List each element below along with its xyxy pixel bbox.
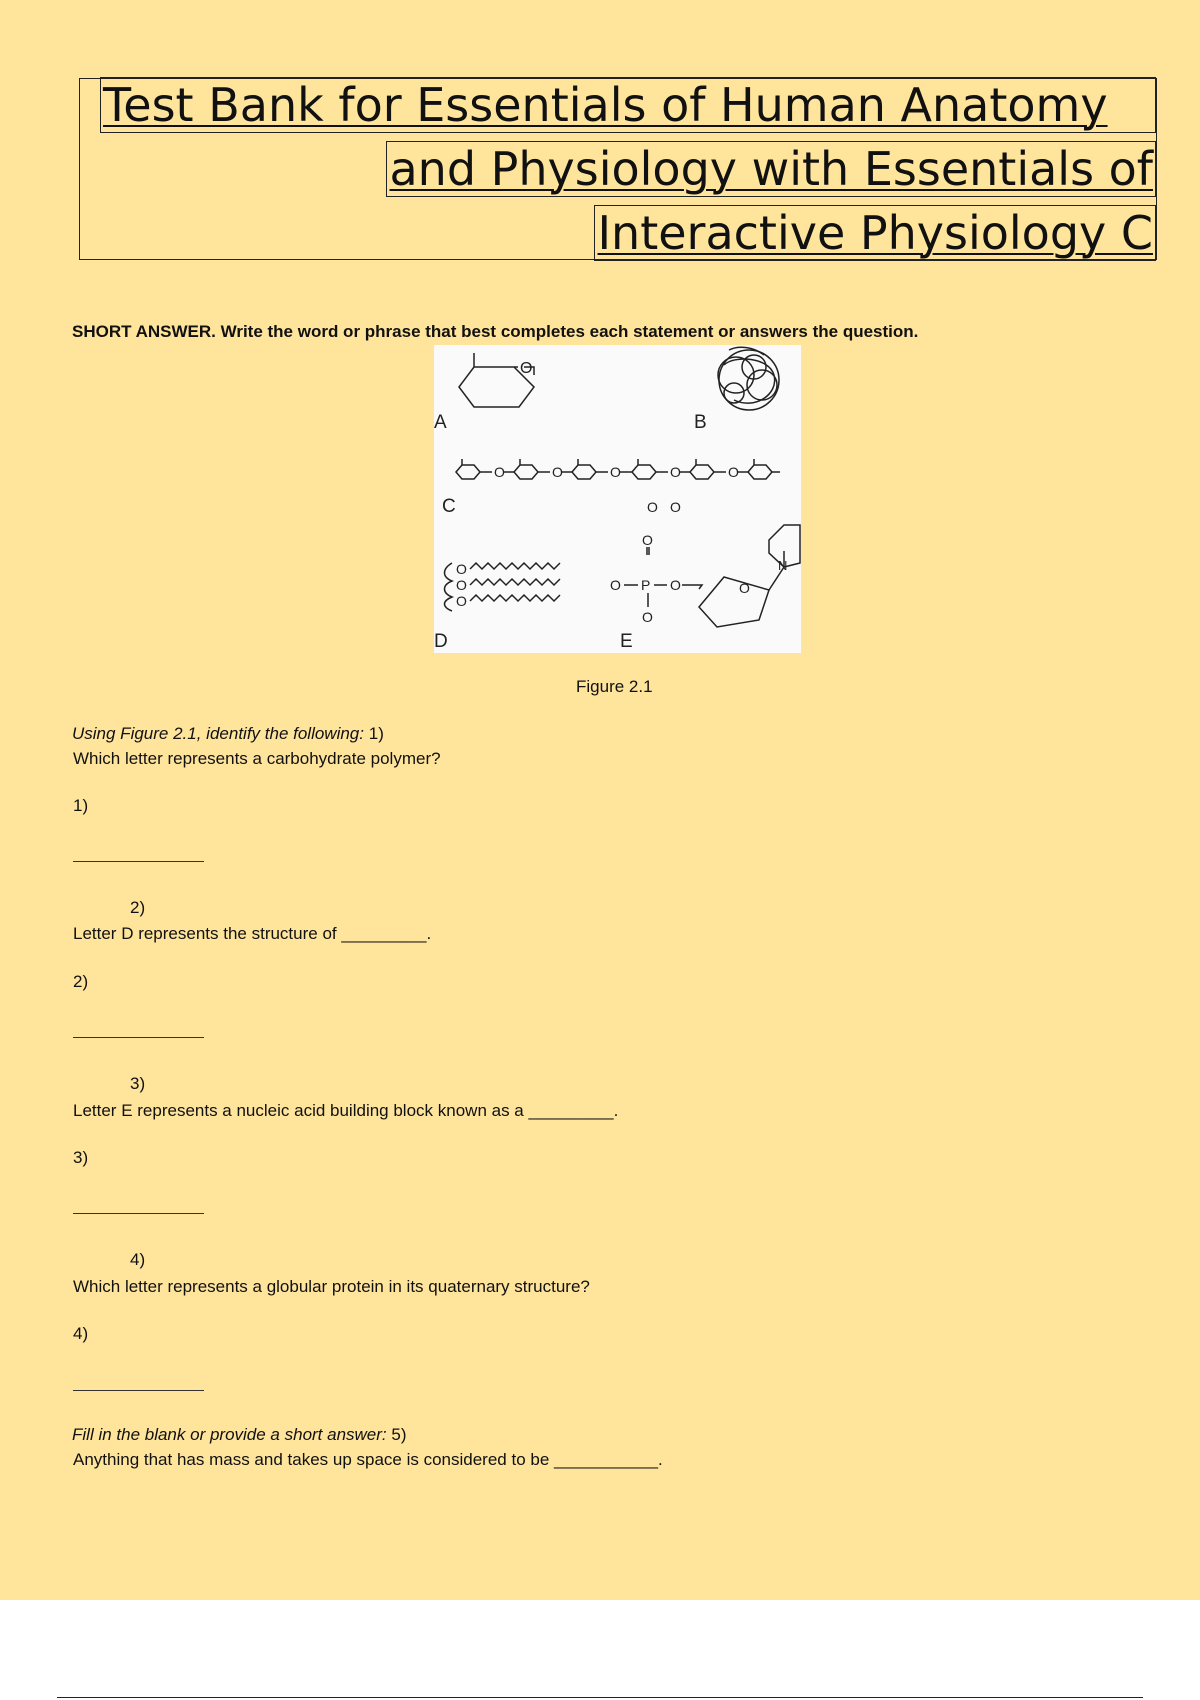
title-box: [79, 78, 1157, 260]
title-line-1: Test Bank for Essentials of Human Anatomy: [100, 77, 1156, 133]
molecule-diagram: [434, 345, 801, 653]
atom-o-d3: O: [456, 593, 467, 609]
title-line-3: Interactive Physiology C: [594, 205, 1156, 261]
question-1-number: 1): [368, 724, 384, 743]
atom-o-a: O: [520, 360, 533, 377]
atom-o-c1: O: [494, 464, 505, 480]
atom-p-e: P: [641, 577, 651, 593]
figure-label-c: C: [442, 496, 456, 517]
atom-o-c5: O: [728, 464, 739, 480]
question-2-number: 2): [130, 898, 146, 917]
answer-4-blank[interactable]: [73, 1390, 204, 1391]
question-5-number: 5): [391, 1425, 407, 1444]
atom-o-e3: O: [670, 577, 681, 593]
atom-o-e1: O: [642, 532, 653, 548]
question-4-number: 4): [130, 1250, 146, 1269]
answer-2-blank[interactable]: [73, 1037, 204, 1038]
question-3-number: 3): [130, 1074, 146, 1093]
title-line-2: and Physiology with Essentials of: [386, 141, 1156, 197]
question-5-intro: Fill in the blank or provide a short answer:: [72, 1425, 387, 1444]
figure-label-e: E: [620, 631, 633, 652]
question-1-intro-line: [72, 724, 384, 744]
atom-o-c2: O: [552, 464, 563, 480]
atom-o-e5: O: [739, 580, 750, 596]
answer-3-blank[interactable]: [73, 1213, 204, 1214]
atom-o-e2: O: [610, 577, 621, 593]
answer-2-number: 2): [73, 972, 89, 991]
section-instructions: SHORT ANSWER. Write the word or phrase that best completes each statement or answers the question.: [72, 322, 919, 341]
footer-rule: [57, 1697, 1143, 1698]
question-5-intro-line: [72, 1425, 407, 1445]
question-1-text: Which letter represents a carbohydrate polymer?: [73, 749, 441, 768]
atom-o-c3: O: [610, 464, 621, 480]
atom-o-c6: O: [647, 499, 658, 515]
question-3-text: Letter E represents a nucleic acid building block known as a _________.: [73, 1101, 619, 1120]
figure-label-a: A: [434, 412, 447, 433]
globular-protein-icon: [718, 347, 779, 410]
answer-3-number: 3): [73, 1148, 89, 1167]
figure-label-b: B: [694, 412, 707, 433]
atom-n-e: N: [778, 558, 788, 573]
figure-2-1: [434, 345, 801, 653]
answer-4-number: 4): [73, 1324, 89, 1343]
figure-caption: Figure 2.1: [576, 677, 653, 696]
answer-1-blank[interactable]: [73, 861, 204, 862]
atom-o-c7: O: [670, 499, 681, 515]
figure-label-d: D: [434, 631, 448, 652]
atom-o-d1: O: [456, 561, 467, 577]
atom-o-e4: O: [642, 609, 653, 625]
question-1-intro: Using Figure 2.1, identify the following:: [72, 724, 364, 743]
atom-o-d2: O: [456, 577, 467, 593]
atom-o-c4: O: [670, 464, 681, 480]
question-2-text: Letter D represents the structure of _________.: [73, 924, 432, 943]
answer-1-number: 1): [73, 796, 89, 815]
question-4-text: Which letter represents a globular protein in its quaternary structure?: [73, 1277, 590, 1296]
question-5-text: Anything that has mass and takes up space is considered to be ___________.: [73, 1450, 663, 1469]
